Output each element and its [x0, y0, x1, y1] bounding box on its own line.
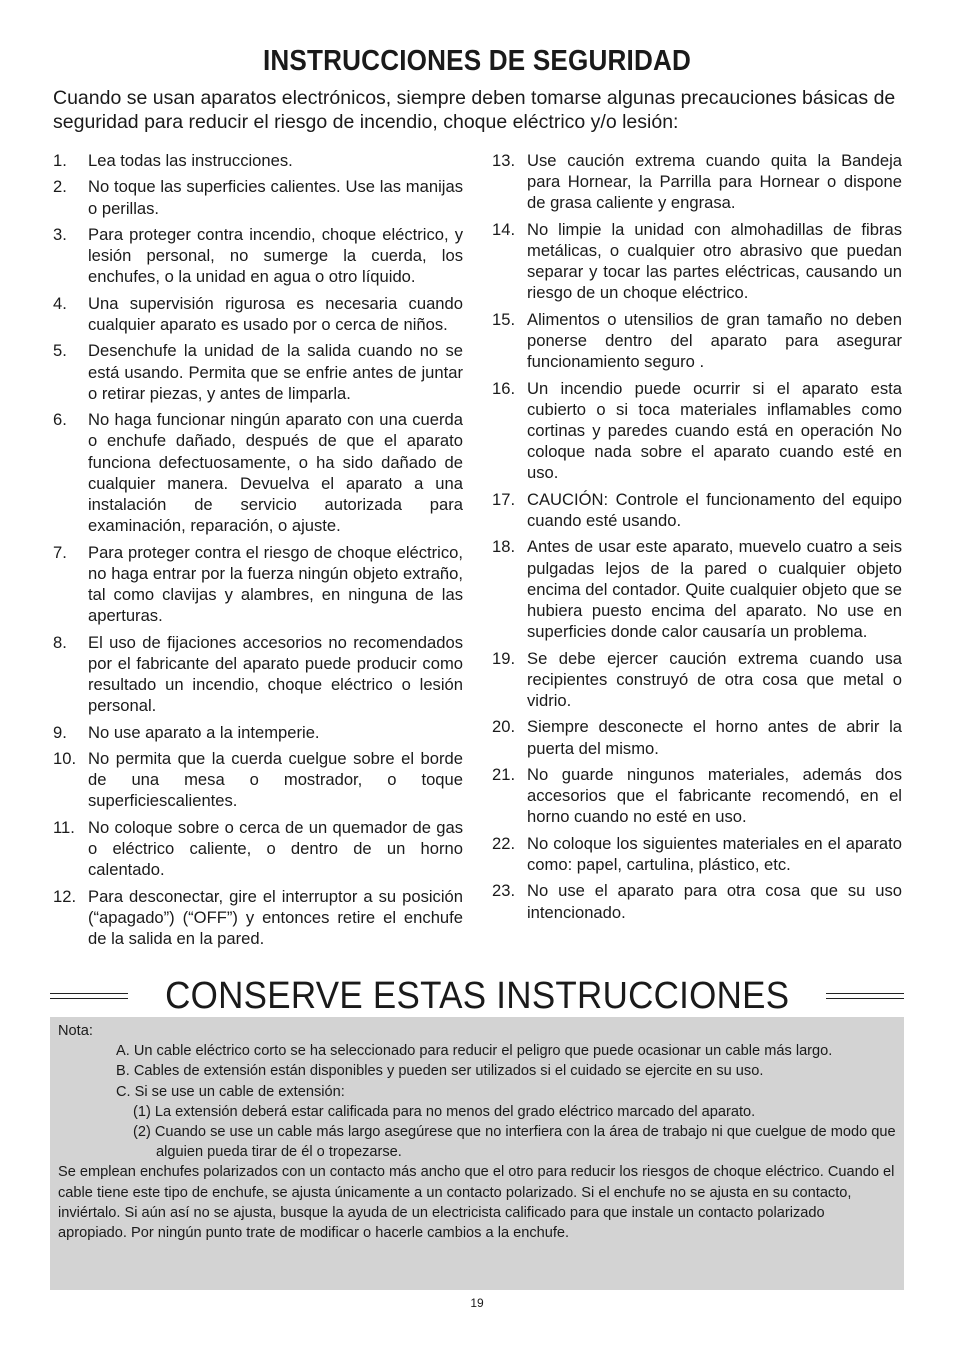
instruction-item [492, 833, 902, 875]
instruction-item [53, 176, 463, 218]
instruction-number: 20. [492, 717, 516, 737]
instruction-number: 17. [492, 489, 516, 509]
instruction-number: 4. [53, 293, 67, 313]
instruction-number: 5. [53, 341, 67, 361]
instruction-item [53, 340, 463, 404]
instruction-item [53, 224, 463, 288]
instruction-number: 12. [53, 886, 77, 906]
instruction-item [492, 150, 902, 214]
instruction-item [53, 632, 463, 717]
instructions-right-column [492, 150, 902, 928]
instruction-item [492, 378, 902, 484]
instruction-text: No use el aparato para otra cosa que su uso intencionado. [527, 881, 902, 922]
instruction-text: No toque las superficies calientes. Use las manijas o perillas. [88, 177, 463, 218]
instruction-number: 19. [492, 648, 516, 668]
instruction-number: 3. [53, 224, 67, 244]
instruction-text: No guarde ningunos materiales, además dos accesorios que el fabricante recomendó, en el horno cuando no esté en uso. [527, 764, 902, 827]
instruction-text: Antes de usar este aparato, muevelo cuatro a seis pulgadas lejos de la pared o cualquier objeto encima del contador. Quite cualquier objeto que se hubiera puesto encima del aparato. No use en superficies donde calor causaría un problema. [527, 537, 902, 642]
instruction-number: 8. [53, 632, 67, 652]
instruction-number: 23. [492, 881, 516, 901]
instruction-item [53, 886, 463, 950]
instruction-number: 18. [492, 537, 516, 557]
note-label: Nota: [58, 1023, 93, 1039]
instruction-text: CAUCIÓN: Controle el funcionamento del equipo cuando esté usando. [527, 489, 902, 530]
note-item-a: A. Un cable eléctrico corto se ha seleccionado para reducir el peligro que puede ocasionar un cable más largo. [116, 1043, 833, 1060]
instruction-item [492, 764, 902, 828]
instruction-item [492, 309, 902, 373]
instruction-number: 14. [492, 219, 516, 239]
instruction-item [492, 648, 902, 712]
instruction-text: Use caución extrema cuando quita la Bandeja para Hornear, la Parrilla para Hornear o dispone de grasa caliente y engrasa. [527, 151, 902, 213]
instruction-text: No limpie la unidad con almohadillas de fibras metálicas, o cualquier otro abrasivo que puedan separar y tocar las partes eléctricas, causando un riesgo de un choque eléctrico. [527, 219, 902, 303]
instruction-text: Un incendio puede ocurrir si el aparato esta cubierto o si toca materiales inflamables como cortinas y paredes cuando está en operación No coloque nada sobre el aparato cuando esté en uso. [527, 378, 902, 483]
instruction-text: Una supervisión rigurosa es necesaria cuando cualquier aparato es usado por o cerca de niños. [88, 293, 463, 334]
instruction-text: Lea todas las instrucciones. [88, 151, 293, 170]
instruction-item [53, 817, 463, 881]
instruction-number: 11. [53, 817, 75, 837]
double-rule-left [50, 993, 128, 999]
instruction-number: 13. [492, 151, 516, 170]
instruction-item [53, 542, 463, 627]
instruction-number: 15. [492, 309, 516, 329]
instruction-number: 10. [53, 748, 77, 768]
instruction-number: 6. [53, 410, 67, 430]
conserve-heading: CONSERVE ESTAS INSTRUCCIONES [164, 974, 790, 1017]
instruction-text: No permita que la cuerda cuelgue sobre el borde de una mesa o mostrador, o toque superficiescalientes. [88, 748, 463, 811]
note-item-c1: (1) La extensión deberá estar calificada para no menos del grado eléctrico marcado del aparato. [133, 1103, 756, 1120]
instruction-text: No coloque los siguientes materiales en el aparato como: papel, cartulina, plástico, etc. [527, 833, 902, 874]
page-number: 19 [470, 1296, 484, 1310]
instruction-number: 21. [492, 764, 516, 784]
instruction-item [492, 716, 902, 758]
instruction-text: El uso de fijaciones accesorios no recomendados por el fabricante del aparato puede producir como resultado un incendio, choque eléctrico o lesión personal. [88, 632, 463, 716]
instruction-item [53, 409, 463, 536]
instructions-left-column [53, 150, 463, 954]
instruction-text: Se debe ejercer caución extrema cuando usa recipientes construyó de otra cosa que metal o vidrio. [527, 648, 902, 710]
note-box [50, 1017, 904, 1290]
instruction-item [53, 150, 463, 171]
instruction-item [53, 748, 463, 812]
instruction-text: Para desconectar, gire el interruptor a su posición (“apagado”) (“OFF”) y entonces retire el enchufe de la salida en la pared. [88, 886, 463, 948]
instruction-item [492, 219, 902, 304]
instruction-number: 9. [53, 722, 67, 742]
instruction-item [492, 536, 902, 642]
instruction-number: 16. [492, 378, 516, 398]
instruction-number: 1. [53, 151, 67, 170]
instruction-text: No use aparato a la intemperie. [88, 722, 320, 742]
instruction-number: 7. [53, 542, 67, 562]
instruction-text: Para proteger contra el riesgo de choque eléctrico, no haga entrar por la fuerza ningún objeto extraño, tal como clavijas y alambres, en ninguna de las aperturas. [88, 542, 463, 626]
note-item-b: B. Cables de extensión están disponibles y pueden ser utilizados si el cuidado se ejercite en su uso. [116, 1063, 764, 1080]
note-item-c: C. Si se use un cable de extensión: [116, 1083, 345, 1100]
instruction-number: 22. [492, 833, 516, 853]
double-rule-right [826, 993, 904, 999]
instruction-text: Para proteger contra incendio, choque eléctrico, y lesión personal, no sumerge la cuerda, los enchufes, o la unidad en agua o otro líquido. [88, 224, 463, 287]
page-title: INSTRUCCIONES DE SEGURIDAD [262, 45, 692, 77]
instruction-text: Siempre desconecte el horno antes de abrir la puerta del mismo. [527, 717, 902, 758]
instruction-item [53, 722, 463, 743]
instruction-item [492, 880, 902, 922]
note-item-c2: (2) Cuando se use un cable más largo asegúrese que no interfiera con la área de trabajo ni que cuelgue de modo que alguien pueda tirar de él o tropezarse. [133, 1124, 896, 1161]
instruction-item [53, 293, 463, 335]
intro-paragraph: Cuando se usan aparatos electrónicos, siempre deben tomarse algunas precauciones básicas de seguridad para reducir el riesgo de incendio, choque eléctrico y/o lesión: [53, 87, 896, 133]
instruction-number: 2. [53, 177, 67, 197]
instruction-text: No coloque sobre o cerca de un quemador de gas o eléctrico caliente, o dentro de un horno calentado. [88, 817, 463, 880]
polarized-plug-note: Se emplean enchufes polarizados con un contacto más ancho que el otro para reducir los riesgos de choque eléctrico. Cuando el cable tiene este tipo de enchufe, se ajusta únicamente a un contacto polarizado. Si el enchufe no se ajusta en su contacto, inviértalo. Si aún así no se ajusta, busque la ayuda de un electricista calificado para que instale un contacto polarizado apropiado. Por ningún punto trate de modificar o hacerle cambios a la enchufe. [58, 1164, 895, 1242]
instruction-text: Alimentos o utensilios de gran tamaño no deben ponerse dentro del aparato para asegurar funcionamiento seguro . [527, 309, 902, 372]
instruction-text: Desenchufe la unidad de la salida cuando no se está usando. Permita que se enfrie antes de juntar o retirar piezas, y antes de limparla. [88, 341, 463, 403]
instruction-text: No haga funcionar ningún aparato con una cuerda o enchufe dañado, después de que el aparato funciona defectuosamente, o ha sido dañado de cualquier manera. Devuelva el aparato a una instalación de servicio autorizada para examinación, reparación, o ajuste. [88, 410, 463, 536]
conserve-banner [50, 970, 904, 1022]
instruction-item [492, 489, 902, 531]
